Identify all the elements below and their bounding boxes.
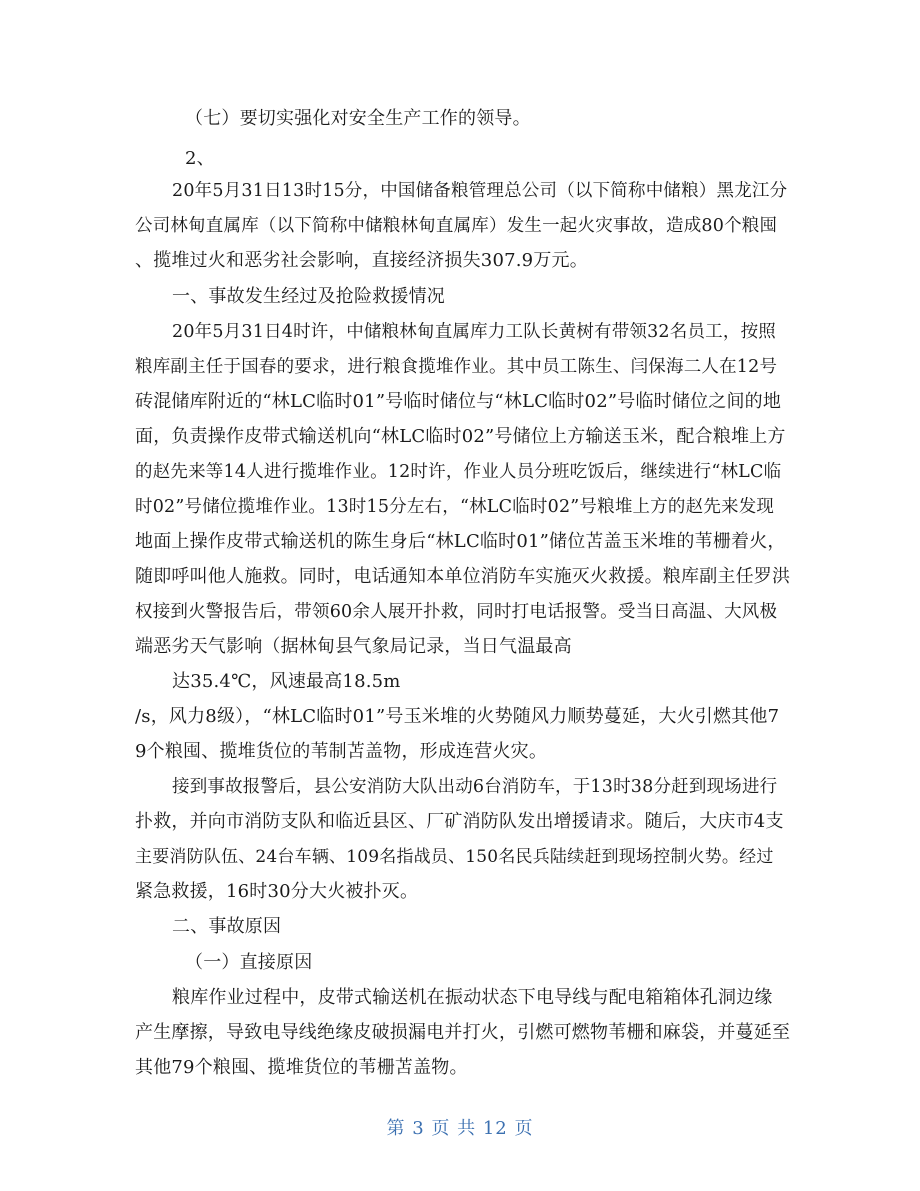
text-line: 公司林甸直属库（以下简称中储粮林甸直属库）发生一起火灾事故，造成80个粮囤 (135, 216, 778, 236)
text-line: 接到事故报警后，县公安消防大队出动6台消防车，于13时38分赶到现场进行 (172, 777, 778, 797)
text-line: 达35.4℃，风速最高18.5m (172, 671, 401, 692)
text-line: 随即呼叫他人施救。同时，电话通知本单位消防车实施灭火救援。粮库副主任罗洪 (135, 566, 791, 587)
text-line: 主要消防队伍、24台车辆、109名指战员、150名民兵陆续赶到现场控制火势。经过 (135, 847, 774, 867)
text-line: 的赵先来等14人进行揽堆作业。12时许，作业人员分班吃饭后，继续进行“林LC临 (135, 462, 782, 482)
text-line: /s，风力8级），“林LC临时01”号玉米堆的火势随风力顺势蔓延，大火引燃其他7 (135, 706, 780, 727)
text-line: 产生摩擦，导致电导线绝缘皮破损漏电并打火，引燃可燃物苇栅和麻袋，并蔓延至 (135, 1022, 791, 1043)
text-line: 面，负责操作皮带式输送机向“林LC临时02”号储位上方输送玉米，配合粮堆上方 (135, 426, 786, 447)
text-line: 权接到火警报告后，带领60余人展开扑救，同时打电话报警。受当日高温、大风极 (135, 602, 778, 622)
text-line: 其他79个粮囤、揽堆货位的苇栅苫盖物。 (135, 1057, 468, 1078)
section-heading: 二、事故原因 (172, 916, 282, 937)
text-line: 、揽堆过火和恶劣社会影响，直接经济损失307.9万元。 (135, 250, 588, 271)
text-line: 9个粮囤、揽堆货位的苇制苫盖物，形成连营火灾。 (135, 741, 548, 762)
text-line: 2、 (185, 148, 215, 169)
text-line: 时02”号储位揽堆作业。13时15分左右，“林LC临时02”号粮堆上方的赵先来发现 (135, 497, 775, 517)
text-line: 紧急救援，16时30分大火被扑灭。 (135, 881, 419, 902)
text-line: 扑救，并向市消防支队和临近县区、厂矿消防队发出增援请求。随后，大庆市4支 (135, 811, 784, 832)
page-number-footer: 第 3 页 共 12 页 (386, 1118, 534, 1139)
text-line: 20年5月31日4时许，中储粮林甸直属库力工队长黄树有带领32名员工，按照 (172, 322, 776, 342)
text-line: 20年5月31日13时15分，中国储备粮管理总公司（以下简称中储粮）黑龙江分 (172, 181, 788, 201)
text-line: （七）要切实强化对安全生产工作的领导。 (185, 108, 531, 129)
text-line: 砖混储库附近的“林LC临时01”号临时储位与“林LC临时02”号临时储位之间的地 (135, 391, 782, 412)
text-line: 端恶劣天气影响（据林甸县气象局记录，当日气温最高 (135, 636, 572, 657)
text-line: 粮库副主任于国春的要求，进行粮食揽堆作业。其中员工陈生、闫保海二人在12号 (135, 357, 778, 377)
text-line: 地面上操作皮带式输送机的陈生身后“林LC临时01”储位苫盖玉米堆的苇栅着火， (135, 531, 786, 552)
section-heading: 一、事故发生经过及抢险救援情况 (172, 286, 445, 307)
subsection-heading: （一）直接原因 (185, 952, 313, 973)
text-line: 粮库作业过程中，皮带式输送机在振动状态下电导线与配电箱箱体孔洞边缘 (172, 987, 773, 1008)
